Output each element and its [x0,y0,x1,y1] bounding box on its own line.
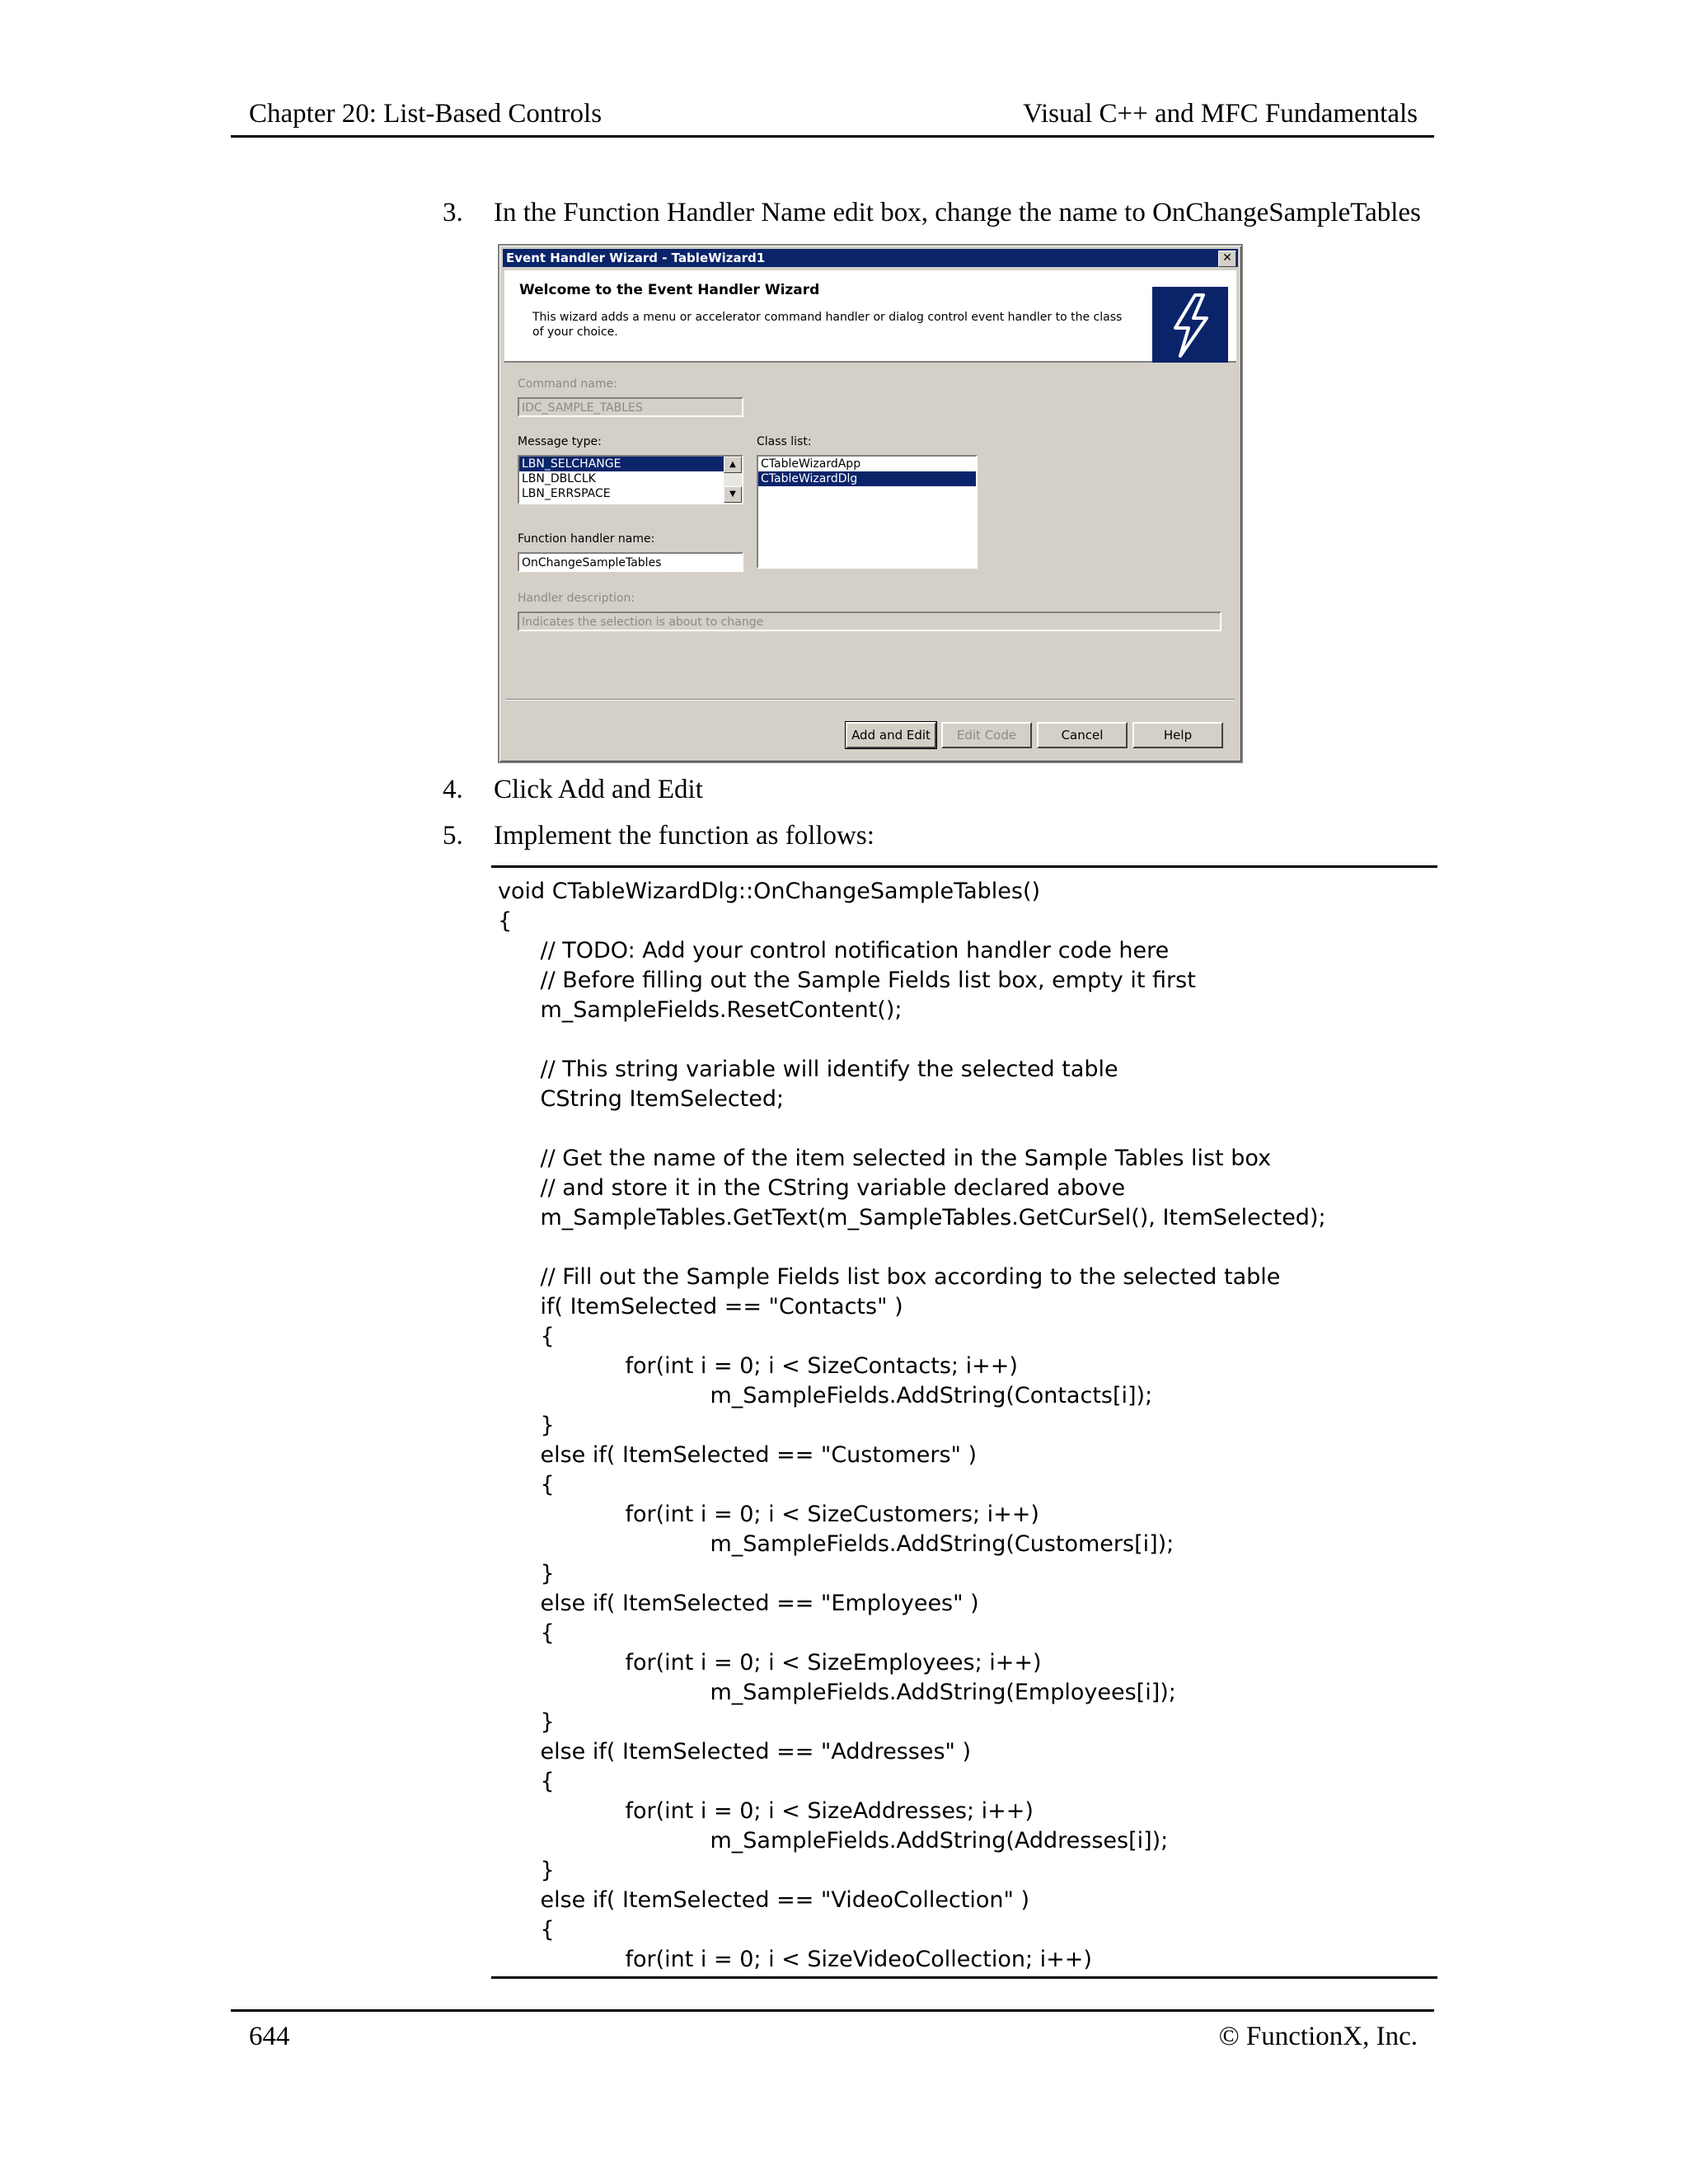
code-line: m_SampleFields.AddString(Contacts[i]); [498,1383,1153,1408]
code-line: } [498,1413,555,1438]
code-line: void CTableWizardDlg::OnChangeSampleTables() [498,879,1041,904]
step-text: Implement the function as follows: [494,821,874,851]
code-line: m_SampleFields.AddString(Addresses[i]); [498,1828,1169,1854]
code-line: if( ItemSelected == "Contacts" ) [498,1294,903,1319]
code-line: else if( ItemSelected == "VideoCollection" ) [498,1887,1030,1913]
dialog-title: Event Handler Wizard - TableWizard1 [506,251,766,265]
cancel-button[interactable]: Cancel [1037,722,1128,748]
code-line: } [498,1858,555,1883]
code-line: { [498,1472,555,1497]
wizard-lightning-icon [1152,287,1228,363]
code-top-rule [491,865,1437,868]
function-handler-field[interactable]: OnChangeSampleTables [518,552,743,572]
event-handler-wizard-dialog [498,244,1243,763]
banner-title: Welcome to the Event Handler Wizard [519,282,820,298]
page-number: 644 [249,2022,290,2051]
code-line: // Before filling out the Sample Fields list box, empty it first [498,968,1196,993]
code-line: // and store it in the CString variable declared above [498,1175,1126,1201]
code-line: { [498,1620,555,1646]
message-type-item[interactable]: LBN_SELCHANGE [519,457,724,471]
code-line: m_SampleTables.GetText(m_SampleTables.GetCurSel(), ItemSelected); [498,1205,1326,1230]
command-name-label: Command name: [518,377,617,391]
code-line: CString ItemSelected; [498,1086,785,1112]
code-line: else if( ItemSelected == "Employees" ) [498,1591,979,1616]
dialog-separator [506,699,1235,701]
step-number: 3. [443,198,463,227]
step-text: Click Add and Edit [494,775,703,804]
copyright: © FunctionX, Inc. [1218,2022,1418,2051]
message-type-list[interactable] [518,455,743,504]
code-line: for(int i = 0; i < SizeVideoCollection; i++) [498,1947,1092,1972]
close-button[interactable]: ✕ [1218,251,1236,267]
banner-description: This wizard adds a menu or accelerator command handler or dialog control event handler to the class of your choice. [532,311,1123,339]
message-type-item[interactable]: LBN_DBLCLK [522,472,596,485]
scroll-down-icon[interactable]: ▼ [724,486,742,503]
book-title: Visual C++ and MFC Fundamentals [1023,99,1418,129]
code-listing [498,877,1429,1981]
code-line: else if( ItemSelected == "Customers" ) [498,1442,978,1468]
chapter-title: Chapter 20: List-Based Controls [249,99,603,129]
page-footer [231,2009,1434,2051]
message-type-label: Message type: [518,435,602,448]
step-number: 4. [443,775,463,804]
wizard-banner [504,270,1236,363]
code-line: // This string variable will identify the selected table [498,1057,1118,1082]
class-list-item[interactable]: CTableWizardApp [761,457,861,471]
code-line: for(int i = 0; i < SizeCustomers; i++) [498,1502,1039,1527]
scroll-up-icon[interactable]: ▲ [724,457,742,473]
code-line: m_SampleFields.AddString(Customers[i]); [498,1531,1175,1557]
code-line: m_SampleFields.ResetContent(); [498,997,903,1023]
help-button[interactable]: Help [1132,722,1223,748]
handler-description-field: Indicates the selection is about to change [518,612,1221,631]
code-line: // Fill out the Sample Fields list box according to the selected table [498,1264,1281,1290]
code-bottom-rule [491,1976,1437,1979]
code-line: else if( ItemSelected == "Addresses" ) [498,1739,972,1765]
add-and-edit-button[interactable]: Add and Edit [846,722,936,748]
code-line: // TODO: Add your control notification handler code here [498,938,1170,963]
message-type-scrollbar[interactable] [724,457,742,503]
code-line: { [498,1769,555,1794]
class-list-item[interactable]: CTableWizardDlg [758,471,976,486]
code-line: for(int i = 0; i < SizeContacts; i++) [498,1353,1018,1379]
code-line: } [498,1709,555,1735]
command-name-field: IDC_SAMPLE_TABLES [518,397,743,417]
code-line: { [498,1917,555,1943]
page-header [231,97,1434,138]
step-number: 5. [443,821,463,851]
handler-description-label: Handler description: [518,592,635,605]
function-handler-label: Function handler name: [518,532,655,546]
code-line: { [498,1324,555,1349]
edit-code-button: Edit Code [941,722,1032,748]
code-line: for(int i = 0; i < SizeAddresses; i++) [498,1798,1034,1824]
code-line: } [498,1561,555,1586]
message-type-item[interactable]: LBN_ERRSPACE [522,487,611,500]
code-line: for(int i = 0; i < SizeEmployees; i++) [498,1650,1042,1675]
class-list[interactable] [757,455,978,569]
code-line: { [498,908,513,934]
code-line: // Get the name of the item selected in the Sample Tables list box [498,1146,1272,1171]
dialog-titlebar [503,249,1238,267]
class-list-label: Class list: [757,435,812,448]
code-line: m_SampleFields.AddString(Employees[i]); [498,1680,1176,1705]
step-text: In the Function Handler Name edit box, change the name to OnChangeSampleTables [494,198,1421,227]
